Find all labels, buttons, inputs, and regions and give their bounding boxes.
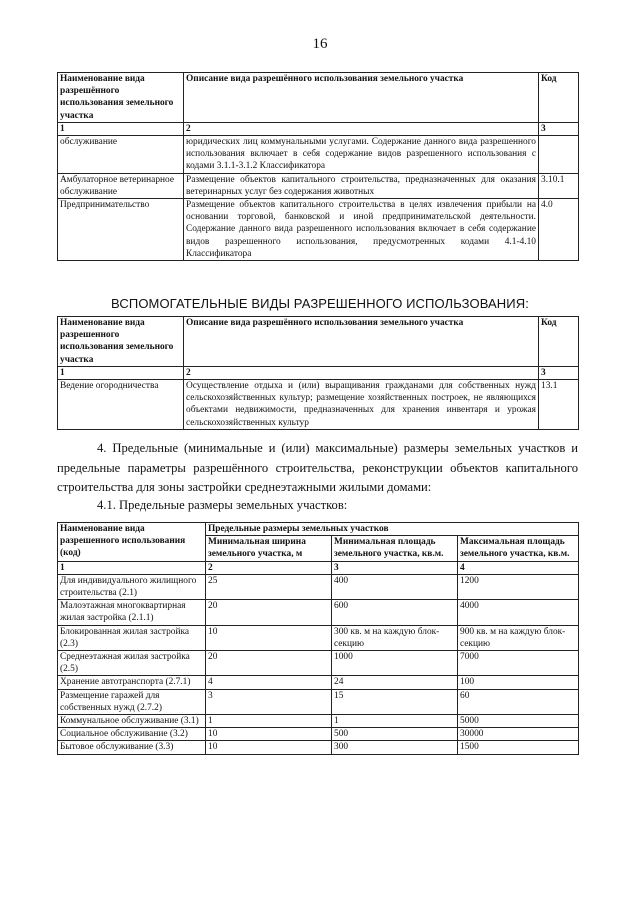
table-row [58, 173, 579, 198]
min-width: 4 [206, 676, 332, 689]
use-name: Блокированная жилая застройка (2.3) [58, 625, 206, 650]
use-name: Среднеэтажная жилая застройка (2.5) [58, 651, 206, 676]
col-number: 2 [206, 561, 332, 574]
use-description: юридических лиц коммунальными услугами. Содержание данного вида разрешенного использования включает в себя содержание видов разрешенного использования с кодами 3.1.1-3.1.2 Классификатора [184, 136, 539, 174]
plot-size-table [57, 522, 579, 755]
use-description: Размещение объектов капитального строительства, предназначенных для оказания ветеринарных услуг без содержания животных [184, 173, 539, 198]
use-name: Ведение огородничества [58, 380, 184, 430]
header-description: Описание вида разрешённого использования земельного участка [184, 317, 539, 367]
table-row [58, 380, 579, 430]
use-name: Бытовое обслуживание (3.3) [58, 741, 206, 754]
max-area: 4000 [458, 600, 579, 625]
col-number: 3 [539, 366, 579, 379]
use-code [539, 136, 579, 174]
table-row [58, 728, 579, 741]
table-header-row [58, 317, 579, 367]
header-group: Предельные размеры земельных участков [206, 523, 579, 536]
section-title: ВСПОМОГАТЕЛЬНЫЕ ВИДЫ РАЗРЕШЕННОГО ИСПОЛЬЗОВАНИЯ: [111, 296, 529, 311]
max-area: 7000 [458, 651, 579, 676]
header-description: Описание вида разрешённого использования земельного участка [184, 73, 539, 123]
min-area: 500 [332, 728, 458, 741]
max-area: 1500 [458, 741, 579, 754]
use-name: Малоэтажная многоквартирная жилая застройка (2.1.1) [58, 600, 206, 625]
paragraph-4-1: 4.1. Предельные размеры земельных участков: [97, 498, 348, 512]
max-area: 100 [458, 676, 579, 689]
min-area: 400 [332, 574, 458, 599]
table-row [58, 199, 579, 261]
col-number: 4 [458, 561, 579, 574]
permitted-use-table [57, 72, 579, 261]
col-number: 1 [58, 561, 206, 574]
table-row [58, 676, 579, 689]
use-code: 13.1 [539, 380, 579, 430]
col-number: 2 [184, 122, 539, 135]
header-code: Код [539, 317, 579, 367]
min-area: 300 кв. м на каждую блок-секцию [332, 625, 458, 650]
use-name: Для индивидуального жилищного строительства (2.1) [58, 574, 206, 599]
min-area: 15 [332, 689, 458, 714]
column-number-row [58, 366, 579, 379]
paragraph-4: 4. Предельные (минимальные и (или) максимальные) размеры земельных участков и предельные параметры разрешённого строительства, реконструкции объектов капитального строительства для зоны застройки среднеэтажными жилыми домами: [57, 441, 578, 494]
use-name: Коммунальное обслуживание (3.1) [58, 715, 206, 728]
min-area: 24 [332, 676, 458, 689]
max-area: 900 кв. м на каждую блок-секцию [458, 625, 579, 650]
min-width: 10 [206, 728, 332, 741]
min-width: 25 [206, 574, 332, 599]
min-width: 20 [206, 600, 332, 625]
table-row [58, 574, 579, 599]
header-code: Код [539, 73, 579, 123]
use-description: Осуществление отдыха и (или) выращивания гражданами для собственных нужд сельскохозяйственных культур; размещение хозяйственных построек, не являющихся объектами недвижимости, предназначенных для хранения инвентаря и урожая сельскохозяйственных культур [184, 380, 539, 430]
use-name: обслуживание [58, 136, 184, 174]
header-max-area: Максимальная площадь земельного участка, кв.м. [458, 536, 579, 561]
header-min-area: Минимальная площадь земельного участка, кв.м. [332, 536, 458, 561]
header-min-width: Минимальная ширина земельного участка, м [206, 536, 332, 561]
table-header-row [58, 73, 579, 123]
table-row [58, 625, 579, 650]
table-row [58, 715, 579, 728]
min-area: 1 [332, 715, 458, 728]
min-width: 3 [206, 689, 332, 714]
max-area: 5000 [458, 715, 579, 728]
max-area: 60 [458, 689, 579, 714]
use-code: 3.10.1 [539, 173, 579, 198]
page-number: 16 [312, 36, 328, 52]
header-name: Наименование вида разрешённого использования земельного участка [58, 73, 184, 123]
use-name: Социальное обслуживание (3.2) [58, 728, 206, 741]
col-number: 3 [332, 561, 458, 574]
col-number: 1 [58, 366, 184, 379]
table-row [58, 600, 579, 625]
min-width: 1 [206, 715, 332, 728]
column-number-row [58, 122, 579, 135]
max-area: 1200 [458, 574, 579, 599]
max-area: 30000 [458, 728, 579, 741]
use-code: 4.0 [539, 199, 579, 261]
table-row [58, 651, 579, 676]
auxiliary-use-table [57, 316, 579, 430]
table-header-row [58, 523, 579, 536]
header-name: Наименование вида разрешенного использования земельного участка [58, 317, 184, 367]
col-number: 2 [184, 366, 539, 379]
min-width: 10 [206, 741, 332, 754]
col-number: 3 [539, 122, 579, 135]
use-name: Хранение автотранспорта (2.7.1) [58, 676, 206, 689]
table-row [58, 741, 579, 754]
use-description: Размещение объектов капитального строительства в целях извлечения прибыли на основании торговой, банковской и иной предпринимательской деятельности. Содержание данного вида разрешенного использования включает в себя содержание видов разрешенного использования, предусмотренных кодами 4.1-4.10 Классификатора [184, 199, 539, 261]
min-area: 300 [332, 741, 458, 754]
min-width: 10 [206, 625, 332, 650]
table-row [58, 689, 579, 714]
column-number-row [58, 561, 579, 574]
min-width: 20 [206, 651, 332, 676]
header-name: Наименование вида разрешенного использования (код) [58, 523, 206, 562]
table-row [58, 136, 579, 174]
min-area: 600 [332, 600, 458, 625]
use-name: Амбулаторное ветеринарное обслуживание [58, 173, 184, 198]
use-name: Размещение гаражей для собственных нужд (2.7.2) [58, 689, 206, 714]
use-name: Предпринимательство [58, 199, 184, 261]
min-area: 1000 [332, 651, 458, 676]
col-number: 1 [58, 122, 184, 135]
